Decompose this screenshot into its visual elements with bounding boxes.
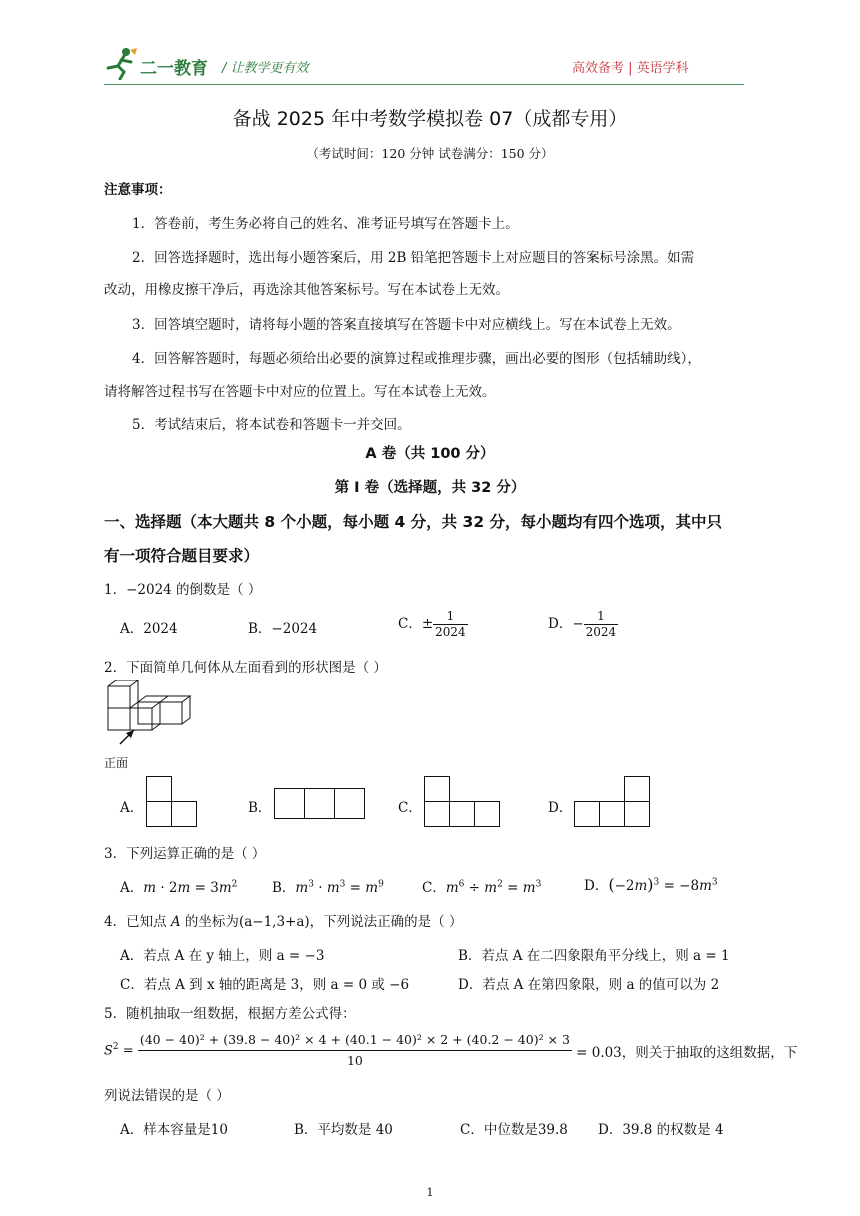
- q4-option-c: C．若点 A 到 x 轴的距离是 3，则 a = 0 或 −6: [120, 977, 410, 993]
- q2-option-a: A．: [120, 800, 144, 816]
- q3-option-d: D．$(-2m)^3 = -8m^3$: [584, 875, 718, 894]
- note-item: 3．回答填空题时，请将每小题的答案直接填写在答题卡中对应横线上。写在本试卷上无效。: [132, 317, 681, 333]
- q3-option-c: C．$m^6 \div m^2 = m^3$: [422, 879, 542, 896]
- part1-heading-cont: 有一项符合题目要求）: [104, 547, 260, 565]
- slogan: / 让教学更有效: [222, 61, 309, 76]
- q4-option-a: A．若点 A 在 y 轴上，则 a = −3: [120, 948, 325, 964]
- q3-option-a: A．$m \cdot 2m = 3m^2$: [120, 879, 238, 896]
- q2-option-c: C．: [398, 800, 422, 816]
- q3-stem: 3．下列运算正确的是（ ）: [104, 846, 266, 862]
- q4-option-b: B．若点 A 在二四象限角平分线上，则 a = 1: [458, 948, 730, 964]
- note-item: 4．回答解答题时，每题必须给出必要的演算过程或推理步骤，画出必要的图形（包括辅助线），: [132, 351, 701, 367]
- logo-text: 二一教育: [140, 59, 208, 79]
- q5-stem-cont: 列说法错误的是（ ）: [104, 1088, 230, 1104]
- note-item: 5．考试结束后，将本试卷和答题卡一并交回。: [132, 417, 411, 433]
- q4-option-d: D．若点 A 在第四象限，则 a 的值可以为 2: [458, 977, 720, 993]
- page-title: 备战 2025 年中考数学模拟卷 07（成都专用）: [232, 108, 628, 130]
- part1-heading: 一、选择题（本大题共 8 个小题，每小题 4 分，共 32 分，每小题均有四个选项，其中只: [104, 513, 723, 531]
- q2-option-c-figure: [424, 776, 504, 830]
- q2-option-b-figure: [274, 788, 366, 820]
- q2-option-b: B．: [248, 800, 272, 816]
- note-item: 2．回答选择题时，选出每小题答案后，用 2B 铅笔把答题卡上对应题目的答案标号涂黑。如需: [132, 250, 695, 266]
- q1-option-a: A．2024: [120, 621, 178, 637]
- note-item: 改动，用橡皮擦干净后，再选涂其他答案标号。写在本试卷上无效。: [104, 282, 509, 298]
- q2-option-a-figure: [146, 776, 202, 830]
- front-label: 正面: [104, 756, 129, 770]
- q4-stem: 4．已知点 A 的坐标为(a−1,3+a)，下列说法正确的是（ ）: [104, 914, 463, 930]
- cube-solid-diagram: [104, 680, 194, 750]
- q1-stem: 1．−2024 的倒数是（ ）: [104, 582, 262, 598]
- subject-label: 高效备考 | 英语学科: [572, 61, 689, 76]
- q2-option-d-figure: [574, 776, 654, 830]
- notes-heading: 注意事项：: [104, 182, 172, 198]
- note-item: 1．答卷前，考生务必将自己的姓名、准考证号填写在答题卡上。: [132, 216, 519, 232]
- note-item: 请将解答过程书写在答题卡中对应的位置上。写在本试卷上无效。: [104, 384, 496, 400]
- q1-option-d: D．− $\frac{1}{2024}$: [548, 609, 617, 639]
- q1-option-c: C．± $\frac{1}{2024}$: [398, 609, 466, 639]
- q1-option-b: B．−2024: [248, 621, 318, 637]
- header-divider: [104, 84, 744, 85]
- q5-option-b: B．平均数是 40: [294, 1122, 393, 1138]
- q5-option-d: D．39.8 的权数是 4: [598, 1122, 724, 1138]
- q5-stem: 5．随机抽取一组数据，根据方差公式得：: [104, 1006, 356, 1022]
- section-i-heading: 第 I 卷（选择题，共 32 分）: [334, 480, 526, 496]
- q5-option-c: C．中位数是39.8: [460, 1122, 568, 1138]
- variance-formula: $S^2$ = (40 − 40)² + (39.8 − 40)² × 4 + (40.1 − 40)² × 2 + (40.2 − 40)² × 3 10 = 0.03，则关于抽取的这组数据，下: [104, 1032, 798, 1068]
- exam-info: （考试时间：120 分钟 试卷满分：150 分）: [306, 146, 554, 161]
- section-a-heading: A 卷（共 100 分）: [365, 446, 495, 462]
- q3-option-b: B．$m^3 \cdot m^3 = m^9$: [272, 879, 384, 896]
- q5-option-a: A．样本容量是10: [120, 1122, 228, 1138]
- q2-option-d: D．: [548, 800, 573, 816]
- page-number: 1: [426, 1186, 434, 1199]
- runner-logo-icon: [104, 46, 140, 80]
- q2-stem: 2．下面简单几何体从左面看到的形状图是（ ）: [104, 660, 387, 676]
